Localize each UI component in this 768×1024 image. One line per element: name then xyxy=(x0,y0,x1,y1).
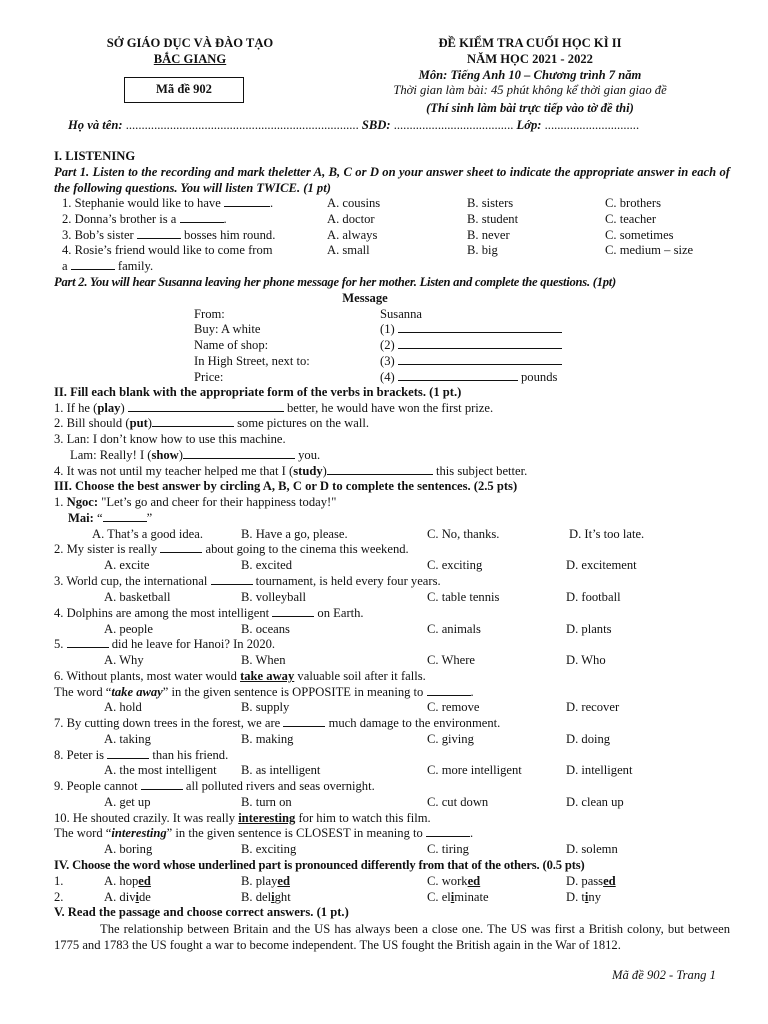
mc-q2: 2. My sister is really about going to the cinema this weekend. xyxy=(54,542,409,556)
option[interactable]: B. volleyball xyxy=(241,590,307,604)
option[interactable]: C. medium – size xyxy=(605,243,694,257)
mc-q1: 1. Ngoc: "Let’s go and cheer for their happiness today!" xyxy=(54,495,337,509)
option[interactable]: D. tiny xyxy=(566,890,601,904)
option[interactable]: A. doctor xyxy=(327,212,375,226)
option[interactable]: A. Why xyxy=(104,653,144,667)
option[interactable]: C. giving xyxy=(427,732,474,746)
section-5-title: V. Read the passage and choose correct answers. (1 pt.) xyxy=(54,905,349,919)
mc-q9: 9. People cannot all polluted rivers and seas overnight. xyxy=(54,779,375,793)
option[interactable]: B. never xyxy=(467,228,510,242)
name-field[interactable]: .......................................................................... xyxy=(125,118,359,132)
reading-passage: The relationship between Britain and the US has always been a close one. The US was first a British colony, but between 1775 and 1783 the US fought a war to become independent. The US fought the British again in the War of 1812. xyxy=(54,922,730,952)
message-label: From: xyxy=(194,307,225,321)
option[interactable]: D. excitement xyxy=(566,558,637,572)
verb-blank[interactable] xyxy=(183,448,295,459)
option[interactable]: B. making xyxy=(241,732,294,746)
verb-q3: 3. Lan: I don’t know how to use this machine. xyxy=(54,432,286,446)
option[interactable]: A. excite xyxy=(104,558,150,572)
subject-line: Môn: Tiếng Anh 10 – Chương trình 7 năm xyxy=(418,68,642,82)
option[interactable]: B. supply xyxy=(241,700,290,714)
message-title: Message xyxy=(342,291,388,305)
message-label: Buy: A white xyxy=(194,322,261,336)
option[interactable]: D. plants xyxy=(566,622,612,636)
option[interactable]: C. No, thanks. xyxy=(427,527,500,541)
option[interactable]: B. delight xyxy=(241,890,291,904)
message-value: Susanna xyxy=(380,307,422,321)
option[interactable]: B. When xyxy=(241,653,286,667)
exam-code-box: Mã đề 902 xyxy=(124,77,244,103)
mc-q6: 6. Without plants, most water would take away valuable soil after it falls. xyxy=(54,669,426,683)
option[interactable]: C. worked xyxy=(427,874,481,888)
mc-q8: 8. Peter is than his friend. xyxy=(54,748,229,762)
listening-q1: 1. Stephanie would like to have . xyxy=(62,196,274,210)
sbd-label: SBD: xyxy=(361,118,391,132)
dept-name: SỞ GIÁO DỤC VÀ ĐÀO TẠO xyxy=(106,36,274,50)
option[interactable]: C. cut down xyxy=(427,795,489,809)
option[interactable]: D. solemn xyxy=(566,842,618,856)
mc-q3: 3. World cup, the international tournament, is held every four years. xyxy=(54,574,441,588)
mc-q1-reply: Mai: “ ” xyxy=(68,511,153,525)
option[interactable]: D. Who xyxy=(566,653,606,667)
option[interactable]: C. Where xyxy=(427,653,476,667)
class-label: Lớp: xyxy=(516,118,542,132)
mc-q10: 10. He shouted crazily. It was really interesting for him to watch this film. xyxy=(54,811,431,825)
province-name: BẮC GIANG xyxy=(153,52,227,66)
option[interactable]: A. hoped xyxy=(104,874,151,888)
option[interactable]: C. more intelligent xyxy=(427,763,522,777)
option[interactable]: B. excited xyxy=(241,558,293,572)
school-year: NĂM HỌC 2021 - 2022 xyxy=(467,52,593,66)
option[interactable]: D. passed xyxy=(566,874,616,888)
message-label: In High Street, next to: xyxy=(194,354,310,368)
option[interactable]: C. teacher xyxy=(605,212,657,226)
section-4-title: IV. Choose the word whose underlined part is pronounced differently from that of the others. (0.5 pts) xyxy=(54,858,585,872)
option[interactable]: D. It’s too late. xyxy=(569,527,645,541)
part1-instruction: Part 1. Listen to the recording and mark theletter A, B, C or D on your answer sheet to indicate the appropriate answer in each of the following questions. You will listen TWICE. (1 pt) xyxy=(54,165,730,195)
message-blank-3[interactable]: (3) xyxy=(380,354,562,370)
pron-q-number: 2. xyxy=(54,890,64,904)
message-label: Price: xyxy=(194,370,224,384)
name-label: Họ và tên: xyxy=(68,118,123,132)
option[interactable]: C. tiring xyxy=(427,842,469,856)
verb-blank[interactable] xyxy=(327,464,433,475)
option[interactable]: D. recover xyxy=(566,700,620,714)
listening-q3: 3. Bob’s sister bosses him round. xyxy=(62,228,276,242)
section-3-title: III. Choose the best answer by circling A, B, C or D to complete the sentences. (2.5 pts) xyxy=(54,479,518,493)
option[interactable]: A. the most intelligent xyxy=(104,763,217,777)
section-2-title: II. Fill each blank with the appropriate form of the verbs in brackets. (1 pt.) xyxy=(54,385,462,399)
section-listening-title: I. LISTENING xyxy=(54,149,136,163)
option[interactable]: A. divide xyxy=(104,890,151,904)
option[interactable]: B. exciting xyxy=(241,842,297,856)
message-label: Name of shop: xyxy=(194,338,269,352)
option[interactable]: A. That’s a good idea. xyxy=(92,527,203,541)
option[interactable]: A. hold xyxy=(104,700,142,714)
verb-q1: 1. If he (play) better, he would have won the first prize. xyxy=(54,401,494,415)
option[interactable]: A. people xyxy=(104,622,153,636)
message-blank-2[interactable]: (2) xyxy=(380,338,562,354)
option[interactable]: C. animals xyxy=(427,622,481,636)
option[interactable]: B. student xyxy=(467,212,519,226)
verb-q2: 2. Bill should (put) some pictures on the wall. xyxy=(54,416,369,430)
exam-title: ĐỀ KIỂM TRA CUỐI HỌC KÌ II xyxy=(438,36,622,50)
option[interactable]: B. played xyxy=(241,874,290,888)
time-line: Thời gian làm bài: 45 phút không kể thời gian giao đề xyxy=(393,83,667,97)
verb-blank[interactable] xyxy=(128,401,284,412)
listening-q2: 2. Donna’s brother is a . xyxy=(62,212,227,226)
option[interactable]: A. cousins xyxy=(327,196,381,210)
sbd-field[interactable]: ...................................... xyxy=(393,118,514,132)
option[interactable]: B. Have a go, please. xyxy=(241,527,348,541)
option[interactable]: B. turn on xyxy=(241,795,292,809)
option[interactable]: C. brothers xyxy=(605,196,661,210)
option[interactable]: A. taking xyxy=(104,732,151,746)
option[interactable]: A. get up xyxy=(104,795,151,809)
class-field[interactable]: .............................. xyxy=(544,118,640,132)
option[interactable]: B. sisters xyxy=(467,196,514,210)
verb-blank[interactable] xyxy=(152,416,234,427)
mc-q4: 4. Dolphins are among the most intelligent on Earth. xyxy=(54,606,364,620)
page-footer: Mã đề 902 - Trang 1 xyxy=(612,968,716,982)
verb-q3-reply: Lam: Really! I (show) you. xyxy=(70,448,321,462)
option[interactable]: A. always xyxy=(327,228,378,242)
option[interactable]: C. remove xyxy=(427,700,480,714)
option[interactable]: C. sometimes xyxy=(605,228,674,242)
student-info-line xyxy=(68,118,639,134)
mc-q7: 7. By cutting down trees in the forest, we are much damage to the environment. xyxy=(54,716,501,730)
option[interactable]: D. intelligent xyxy=(566,763,633,777)
option[interactable]: C. table tennis xyxy=(427,590,500,604)
instruction-note: (Thí sinh làm bài trực tiếp vào tờ đề thi) xyxy=(426,101,634,115)
option[interactable]: A. small xyxy=(327,243,370,257)
pron-q-number: 1. xyxy=(54,874,64,888)
mc-q10-prompt: The word “interesting” in the given sentence is CLOSEST in meaning to . xyxy=(54,826,474,840)
option[interactable]: C. eliminate xyxy=(427,890,489,904)
option[interactable]: B. big xyxy=(467,243,498,257)
mc-q6-prompt: The word “take away” in the given sentence is OPPOSITE in meaning to . xyxy=(54,685,474,699)
listening-q4: 4. Rosie’s friend would like to come from xyxy=(62,243,273,257)
listening-q4-continued: a family. xyxy=(62,259,154,273)
verb-q4: 4. It was not until my teacher helped me that I (study) this subject better. xyxy=(54,464,528,478)
option[interactable]: D. doing xyxy=(566,732,611,746)
option[interactable]: A. boring xyxy=(104,842,153,856)
mc-q5: 5. did he leave for Hanoi? In 2020. xyxy=(54,637,276,651)
part2-instruction: Part 2. You will hear Susanna leaving her phone message for her mother. Listen and complete the questions. (1pt) xyxy=(54,275,616,289)
message-blank-4[interactable]: (4) pounds xyxy=(380,370,558,384)
option[interactable]: D. clean up xyxy=(566,795,624,809)
message-blank-1[interactable]: (1) xyxy=(380,322,562,338)
option[interactable]: B. oceans xyxy=(241,622,290,636)
option[interactable]: A. basketball xyxy=(104,590,171,604)
option[interactable]: D. football xyxy=(566,590,621,604)
option[interactable]: C. exciting xyxy=(427,558,483,572)
option[interactable]: B. as intelligent xyxy=(241,763,321,777)
